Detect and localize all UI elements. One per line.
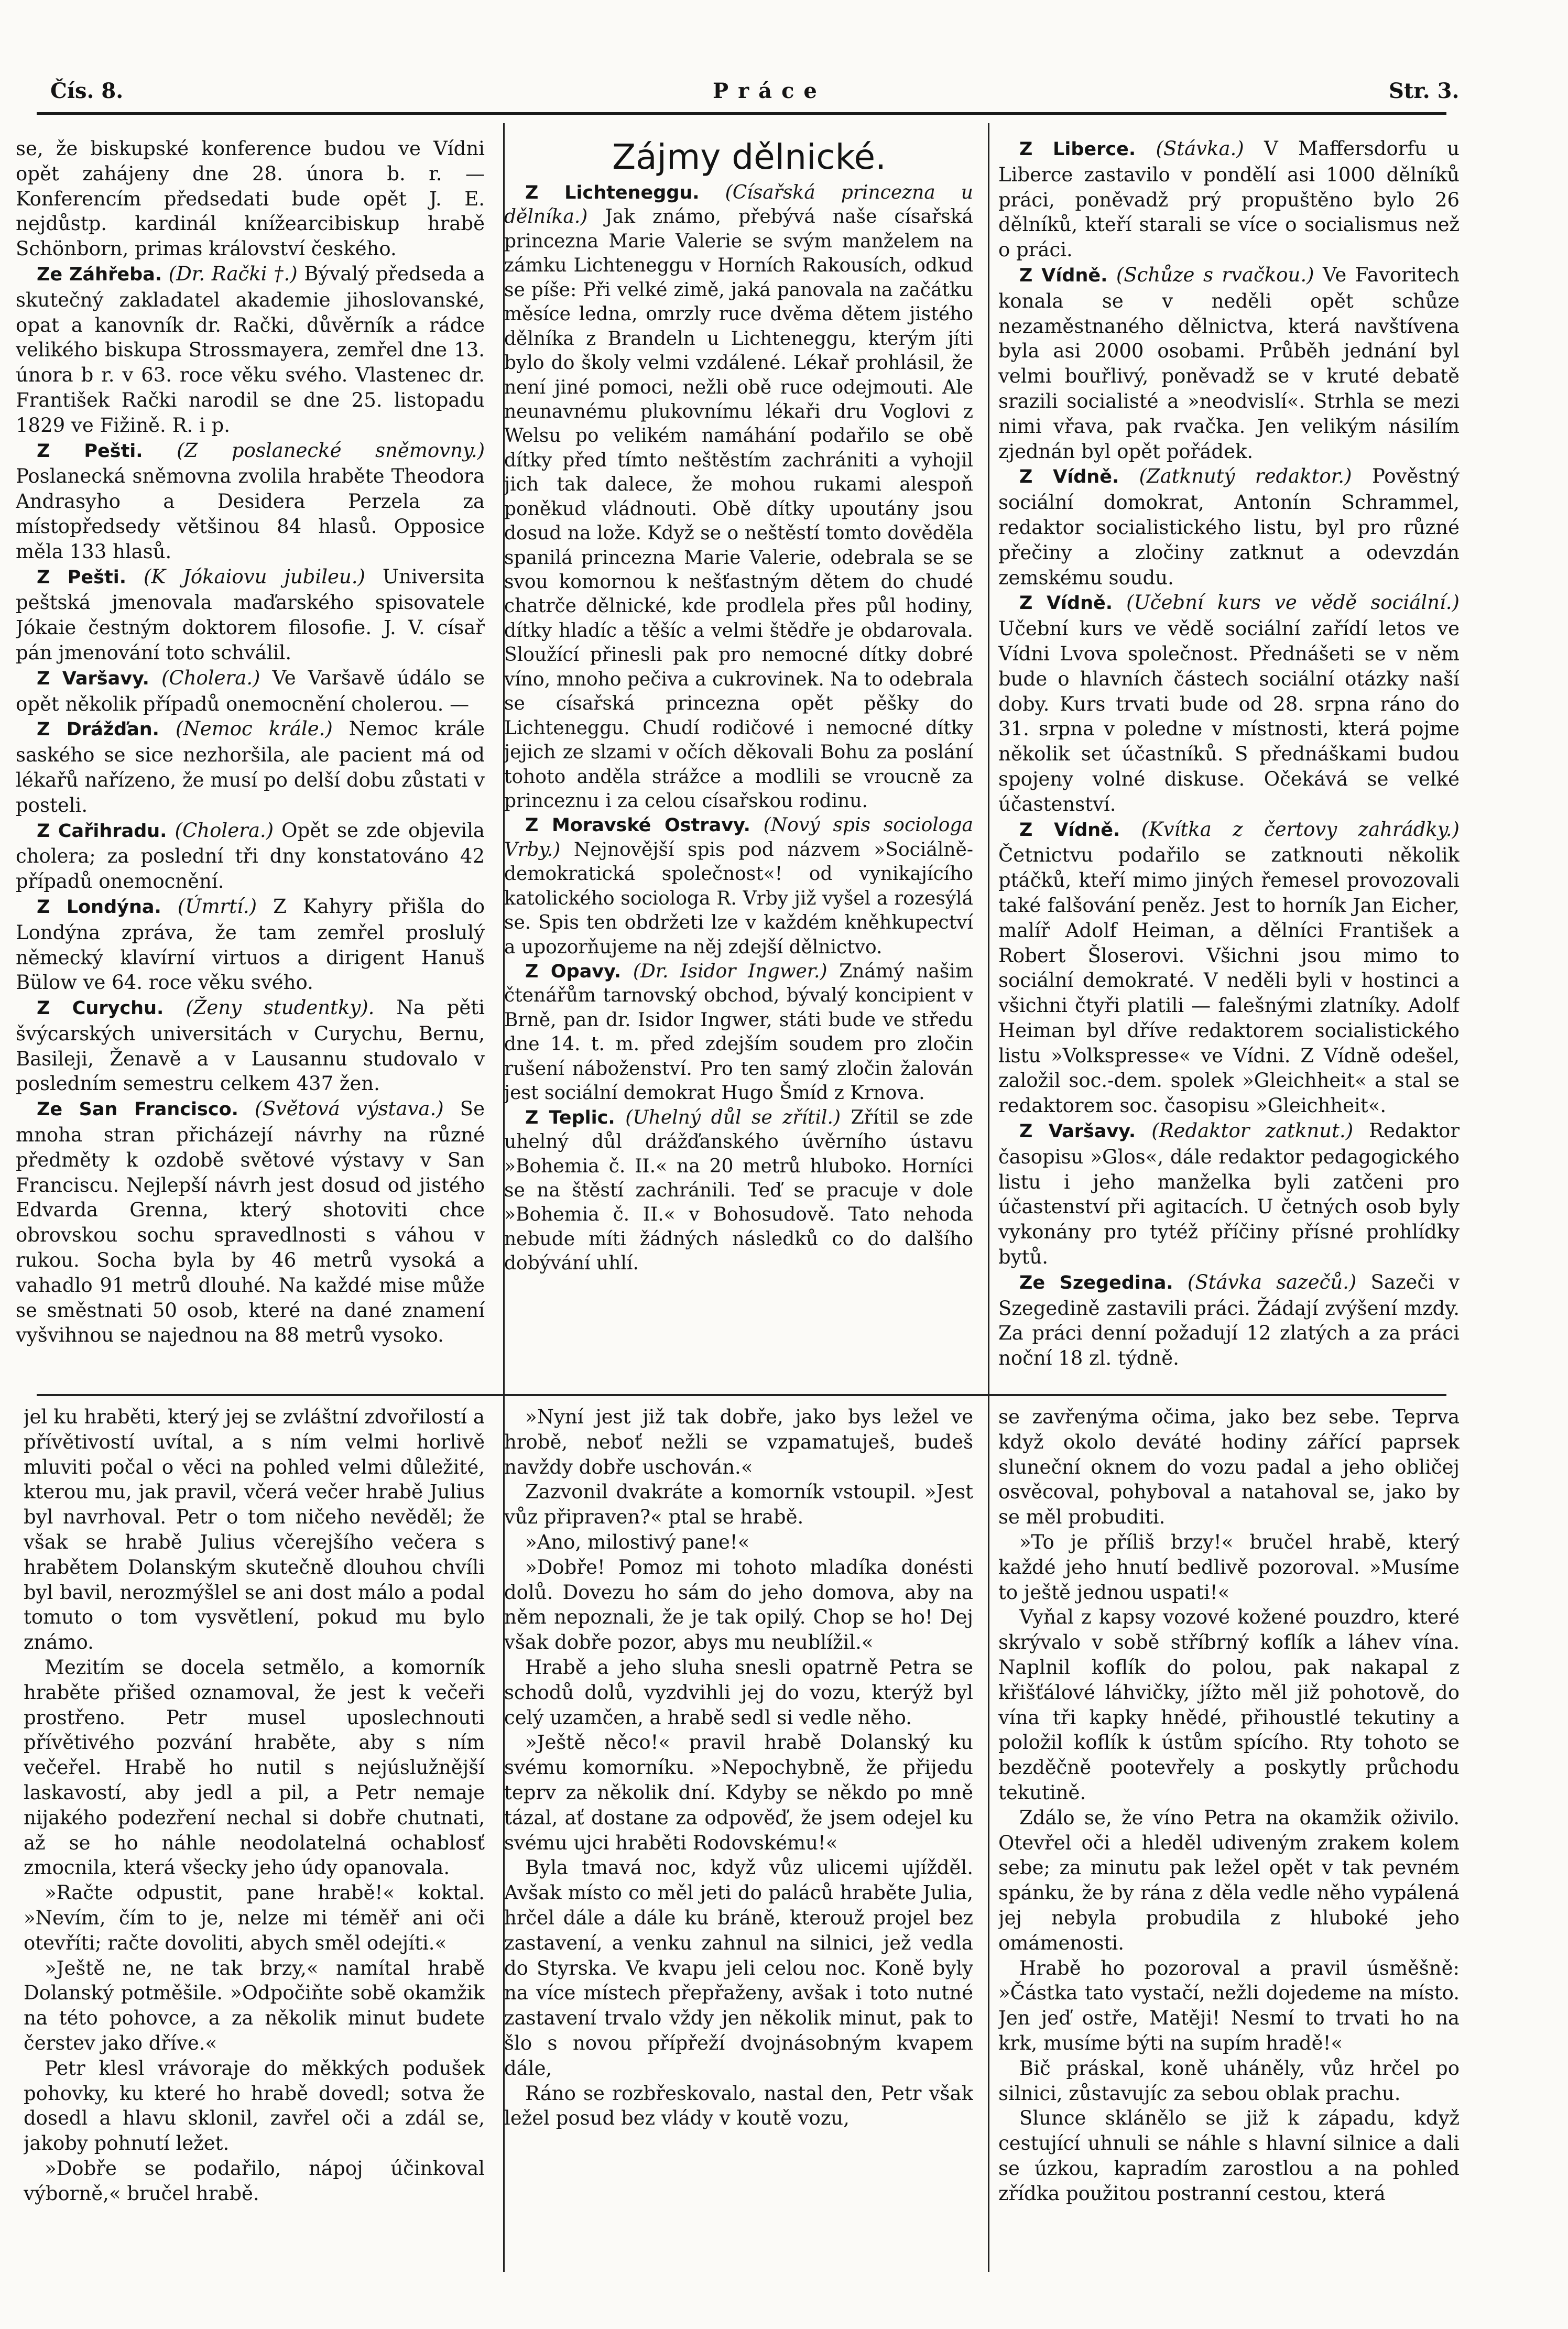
newspaper-title: Práce — [713, 79, 826, 103]
story-paragraph: Petr klesl vrávoraje do měkkých podušek pohovky, ku které ho hrabě dovedl; sotva že dosedl a hlavu sklonil, zavřel oči a zdál se, jakoby pohnutí ležet. — [24, 2056, 485, 2155]
news-item — [998, 263, 1460, 464]
news-text: se, že biskupské konference budou ve Vídni opět zahájeny dne 28. února b. r. — Konferencím předsedati bude opět J. E. nejdůstp. kardinál knížearcibiskup hrabě Schönborn, primas království českého. — [16, 137, 485, 260]
news-subject: (Úmrtí.) — [177, 895, 257, 918]
news-dateline: Z Londýna. — [37, 896, 161, 918]
news-text: Pověstný sociální domokrat, Antonín Schrammel, redaktor socialistického listu, byl pro různé přečiny a zločiny zatknut a odevzdán zemskému soudu. — [998, 465, 1460, 589]
news-item — [504, 1106, 973, 1276]
story-paragraph: Vyňal z kapsy vozové kožené pouzdro, které skrývalo v sobě stříbrný koflík a láhev vína. Naplnil koflík do polou, pak nakapal z křišťálové láhvičky, jížto měl již pohotově, do vína tři kapky hnědé, přihoustlé tekutiny a položil koflík k ústům spícího. Rty tohoto se bezděčně pootevřely a poskytly průchodu tekutině. — [998, 1606, 1460, 1804]
news-item — [998, 1118, 1460, 1270]
news-dateline: Z Cařihradu. — [37, 820, 167, 842]
news-item — [998, 136, 1460, 263]
news-subject: (Redaktor zatknut.) — [1151, 1119, 1354, 1142]
news-subject: (K Jókaiovu jubileu.) — [143, 565, 365, 588]
news-dateline: Z Liberce. — [1019, 139, 1136, 160]
story-paragraph: »Ano, milostivý pane!« — [525, 1530, 750, 1553]
news-item — [998, 590, 1460, 817]
news-item — [16, 438, 485, 564]
news-dateline: Z Vídně. — [1019, 593, 1113, 614]
news-subject: (Stávka sazečů.) — [1187, 1270, 1357, 1293]
feuilleton-column-middle — [504, 1405, 973, 2316]
feuilleton-column-left — [24, 1405, 485, 2316]
news-text: Nejnovější spis pod názvem »Sociálně-demokratická společnost«! od vynikajícího katolického sociologa R. Vrby již vyšel a rozesýlá se. Spis ten obdržeti lze v každém kněhkupectví a upozorňujeme na něj zdejší dělnictvo. — [504, 839, 973, 958]
news-subject: (Dr. Isidor Ingwer.) — [633, 961, 827, 982]
story-paragraph: »Dobře! Pomoz mi tohoto mladíka donésti dolů. Dovezu ho sám do jeho domova, aby na něm nepoznali, že je tak opilý. Chop se ho! Dej však dobře pozor, abys mu neublížil.« — [504, 1555, 973, 1654]
news-text: Zřítil se zde uhelný důl drážďanského úvěrního ústavu »Bohemia č. II.« na 20 metrů hluboko. Horníci se na štěstí zachránili. Teď se pracuje v dole »Bohemia č. II.« v Bohosudově. Tato nehoda nebude míti žádných následků co do dalšího dobývání uhlí. — [504, 1106, 973, 1275]
news-column-right — [998, 136, 1460, 1386]
news-text: Na pěti švýcarských universitách v Curychu, Bernu, Basileji, Ženavě a v Lausannu studovalo v posledním semestru celkem 437 žen. — [16, 996, 485, 1095]
news-item — [998, 1270, 1460, 1371]
news-subject: (Kvítka z čertovy zahrádky.) — [1141, 818, 1460, 841]
news-text: Známý našim čtenářům tarnovský obchod, bývalý koncipient v Brně, pan dr. Isidor Ingwer, státi bude ve středu dne 14. t. m. před zdejším soudem pro zločin rušení náboženství. Pro ten samý zločin žalován jest sociální demokrat Hugo Šmíd z Krnova. — [504, 961, 973, 1104]
story-paragraph: Zazvonil dvakráte a komorník vstoupil. »Jest vůz připraven?« ptal se hrabě. — [504, 1481, 973, 1529]
story-paragraph: jel ku hraběti, který jej se zvláštní zdvořilostí a přívětivostí uvítal, a s ním velmi horlivě mluviti počal o věci na pohled velmi důležité, kterou mu, jak pravil, včerá večer hrabě Julius byl navrhoval. Petr o tom ničeho nevěděl; že však se hrabě Julius včerejšího večera s hrabětem Dolanským skutečně dlouhou chvíli byl bavil, nerozmýšlel se ani dost málo a podal tomuto o tom vysvětlení, pokud mu bylo známo. — [24, 1406, 485, 1654]
news-dateline: Z Varšavy. — [1019, 1121, 1136, 1142]
story-paragraph: »Račte odpustit, pane hrabě!« koktal. »Nevím, čím to je, nelze mi téměř ani oči otevříti; račte dovoliti, abych směl odejíti.« — [24, 1881, 485, 1954]
news-subject: (Ženy studentky). — [186, 996, 375, 1019]
news-dateline: Z Teplic. — [525, 1107, 615, 1128]
news-dateline: Z Pešti. — [37, 440, 143, 462]
news-dateline: Ze Záhřeba. — [37, 264, 162, 285]
story-paragraph: Ráno se rozbřeskovalo, nastal den, Petr však ležel posud bez vlády v koutě vozu, — [504, 2082, 973, 2130]
story-paragraph: Mezitím se docela setmělo, a komorník hraběte přišed oznamoval, že jest k večeři prostřeno. Petr musel uposlechnouti přívětivého pozvání hraběte, aby s ním večeřel. Hrabě ho nutil s nejúslužnější laskavostí, aby jedl a pil, a Petr nemaje nijakého podezření nechal si dobře chutnati, až se ho náhle neodolatelná ochablosť zmocnila, která všecky jeho údy opanovala. — [24, 1656, 485, 1879]
story-paragraph: Hrabě ho pozoroval a pravil úsměšně: »Částka tato vystačí, nežli dojedeme na místo. Jen jeď ostře, Matěji! Nesmí to trvati ho na krk, musíme býti na supím hradě!« — [998, 1956, 1460, 2054]
story-paragraph: Bič práskal, koně uháněly, vůz hrčel po silnici, zůstavujíc za sebou oblak prachu. — [998, 2056, 1460, 2105]
news-dateline: Ze Szegedina. — [1019, 1272, 1173, 1293]
story-paragraph: Byla tmavá noc, když vůz ulicemi ujížděl. Avšak místo co měl jeti do paláců hraběte Julia, hrčel dále a dále ku bráně, kterouž projel bez zastavení, a venku zahnul na silnici, jež vedla do Styrska. Ve kvapu jeli celou noc. Koně byly na více místech přepřaženy, avšak i toto nutné zastavení trvalo vždy jen několik minut, pak to šlo s novou přípřeží dvojnásobným kvapem dále, — [504, 1856, 973, 2080]
issue-number: Čís. 8. — [50, 79, 124, 103]
news-text: Ve Favoritech konala se v neděli opět schůze nezaměstnaného dělnictva, která navštívena byla asi 2000 osobami. Průběh jednání byl velmi bouřlivý, poněvadž se v kruté debatě srazili socialisté a »neodvislí«. Strhla se mezi nimi vřava, pak rvačka. Jen velikým násilím zjednán byl opět pořádek. — [998, 263, 1460, 463]
news-text: Z Kahyry přišla do Londýna zpráva, že tam zemřel proslulý německý klavírní virtuos a dirigent Hanuš Bülow ve 64. roce věku svého. — [16, 895, 485, 994]
news-item — [504, 960, 973, 1106]
news-subject: (Schůze s rvačkou.) — [1116, 263, 1314, 286]
news-dateline: Z Vídně. — [1019, 466, 1119, 488]
story-paragraph: »To je příliš brzy!« bručel hrabě, který každé jeho hnutí bedlivě pozoroval. »Musíme to ještě jednou uspati!« — [998, 1530, 1460, 1604]
story-paragraph: Slunce sklánělo se již k západu, když cestující uhnuli se náhle s hlavní silnice a dali se úzkou, kapradím zarostlou a na pohled zřídka použitou postranní cestou, která — [998, 2107, 1460, 2205]
news-text: Opět se zde objevila cholera; za poslední tři dny konstatováno 42 případů onemocnění. — [16, 819, 485, 893]
news-subject: (Učební kurs ve vědě sociální.) — [1126, 591, 1460, 614]
news-item — [16, 894, 485, 995]
news-item — [16, 818, 485, 894]
story-paragraph: »Ještě něco!« pravil hrabě Dolanský ku svému komorníku. »Nepochybně, že přijedu teprv za několik dní. Kdyby se někdo po mně tázal, ať dostane za odpověď, že jsem odejel ku svému ujci hraběti Rodovskému!« — [504, 1731, 973, 1854]
news-subject: (Z poslanecké sněmovny.) — [177, 439, 485, 462]
news-item — [504, 813, 973, 960]
news-text: Redaktor časopisu »Glos«, dále redaktor pedagogického listu i jeho manželka byli zatčeni pro účastenství při agitacích. U četných osob byly vykonány pro tytéž příčiny přísné prohlídky bytů. — [998, 1119, 1460, 1269]
header-rule — [37, 112, 1446, 115]
news-subject: (Nový spis sociologa Vrby.) — [504, 814, 973, 861]
news-subject: (Světová výstava.) — [255, 1097, 444, 1120]
news-item — [16, 136, 485, 262]
news-subject: (Nemoc krále.) — [175, 717, 333, 741]
news-item — [504, 181, 973, 813]
news-dateline: Z Opavy. — [525, 961, 622, 982]
feuilleton-rule — [37, 1394, 1446, 1396]
news-subject: (Cholera.) — [175, 819, 274, 842]
news-text: V Maffersdorfu u Liberce zastavilo v pondělí asi 1000 dělníků práci, poněvadž prý propuštěno bylo 26 dělníků, kteří starali se více o socialismus než o práci. — [998, 137, 1460, 262]
news-item — [16, 262, 485, 438]
news-item — [998, 464, 1460, 590]
news-text: Sazeči v Szegedině zastavili práci. Žádají zvýšení mzdy. Za práci denní požadují 12 zlatých a za práci noční 18 zl. týdně. — [998, 1270, 1460, 1370]
news-dateline: Z Varšavy. — [37, 668, 149, 689]
news-text: Ve Varšavě údálo se opět několik případů onemocnění cholerou. — — [16, 666, 485, 715]
news-text: Četnictvu podařilo se zatknouti několik ptáčků, kteří mimo jiných řemesel provozovali také falšování peněz. Jest to horník Jan Eicher, malíř Adolf Heiman, a dělníci František a Robert Šloserovi. Všichni jsou mimo to sociální demokraté. V neděli byli v hostinci a všichni čtyři platili — falešnými zlatníky. Adolf Heiman byl dříve redaktorem socialistického listu »Volkspresse« ve Vídni. Z Vídně odešel, založil soc.-dem. spolek »Gleichheit« a stal se redaktorem soc. časopisu »Gleichheit«. — [998, 844, 1460, 1117]
news-dateline: Z Curychu. — [37, 998, 164, 1019]
page-number: Str. 3. — [1389, 79, 1460, 103]
news-column-middle — [504, 134, 973, 1386]
news-dateline: Z Lichteneggu. — [525, 182, 700, 203]
news-dateline: Z Moravské Ostravy. — [525, 815, 750, 836]
story-paragraph: »Ještě ne, ne tak brzy,« namítal hrabě Dolanský potměšile. »Odpočiňte sobě okamžik na této pohovce, a za několik minut budete čerstev jako dříve.« — [24, 1956, 485, 2054]
news-dateline: Z Pešti. — [37, 567, 127, 588]
news-subject: (Zatknutý redaktor.) — [1139, 465, 1352, 488]
news-item — [16, 1096, 485, 1348]
news-subject: (Císařská princezna u dělníka.) — [504, 182, 973, 228]
column-divider-right — [988, 123, 989, 2272]
section-title: Zájmy dělnické. — [612, 137, 887, 177]
story-paragraph: se zavřenýma očima, jako bez sebe. Teprva když okolo deváté hodiny zářící paprsek sluneční oknem do vozu padal a jeho obličej osvěcoval, pohyboval a natahoval se, jako by se měl probuditi. — [998, 1406, 1460, 1529]
news-item — [16, 564, 485, 666]
news-item — [16, 995, 485, 1096]
news-item — [998, 817, 1460, 1119]
news-item — [16, 716, 485, 818]
news-text: Jak známo, přebývá naše císařská princezna Marie Valerie se svým manželem na zámku Lichteneggu v Horních Rakousích, odkud se píše: Při velké zimě, jaká panovala na začátku měsíce ledna, omrzly ruce dvěma dětem jistého dělníka z Brandeln u Lichteneggu, kterým jíti bylo do školy velmi vzdálené. Lékař prohlásil, že není jiné pomoci, nežli obě ruce odejmouti. Ale neunavnému plukovnímu lékaři dru Voglovi z Welsu po velikém namáhání podařilo se obě dítky před tímto neštěstím zachrániti a vyhojil jich tak dalece, že mohou rukami alespoň poněkud vládnouti. Obě dítky upoutány jsou dosud na lože. Když se o neštěstí tomto dověděla spanilá princezna Marie Valerie, odebrala se se svou komornou k nešťastným dětem do chudé chatrče dělnické, kde prodlela přes půl hodiny, dítky hladíc a těšíc a velmi štědře je obdarovala. Sloužící přinesli pak pro nemocné dítky dobré víno, mnoho pečiva a cukrovinek. Na to odebrala se císařská princezna opět pěšky do Lichteneggu. Chudí rodičové i nemocné dítky jejich ze slzami v očích děkovali Bohu za poslání tohoto anděla strážce a modlili se vroucně za princeznu i za celou císařskou rodinu. — [504, 206, 973, 812]
news-dateline: Z Drážďan. — [37, 719, 159, 741]
story-paragraph: »Dobře se podařilo, nápoj účinkoval výborně,« bručel hrabě. — [24, 2157, 485, 2205]
news-text: Nemoc krále saského se sice nezhoršila, ale pacient má od lékařů nařízeno, že musí po delší dobu zůstati v posteli. — [16, 717, 485, 817]
story-paragraph: Hrabě a jeho sluha snesli opatrně Petra se schodů dolů, vyzdvihli jej do vozu, kterýž byl celý uzamčen, a hrabě sedl si vedle něho. — [504, 1656, 973, 1729]
news-subject: (Dr. Rački †.) — [168, 262, 298, 285]
news-text: Universita peštská jmenovala maďarského spisovatele Jókaie čestným doktorem filosofie. J. V. císař pán jmenování toto schválil. — [16, 565, 485, 664]
news-item — [16, 666, 485, 717]
news-dateline: Z Vídně. — [1019, 265, 1108, 286]
news-subject: (Cholera.) — [161, 666, 260, 689]
news-dateline: Ze San Francisco. — [37, 1099, 238, 1120]
news-text: Poslanecká sněmovna zvolila hraběte Theodora Andrasyho a Desidera Perzela za místopředsedy většinou 84 hlasů. Opposice měla 133 hlasů. — [16, 465, 485, 563]
news-text: Se mnoha stran přicházejí návrhy na různé předměty k ozdobě světové výstavy v San Franciscu. Nejlepší návrh jest dosud od jistého Edvarda Grenna, který shotoviti chce obrovskou sochu spravedlnosti s váhou v rukou. Socha byla by 46 metrů vysoká a vahadlo 91 metrů dlouhé. Na každé mise může se směstnati 50 osob, které na dané znamení vyšvihnou se najednou na 88 metrů vysoko. — [16, 1097, 485, 1347]
news-text: Bývalý předseda a skutečný zakladatel akademie jihoslovanské, opat a kanovník dr. Rački, důvěrník a rádce velikého biskupa Strossmayera, zemřel dne 13. února b r. v 63. roce věku svého. Vlastenec dr. František Rački narodil se dne 25. listopadu 1829 ve Fižině. R. i p. — [16, 262, 485, 437]
news-subject: (Stávka.) — [1156, 137, 1244, 160]
news-subject: (Uhelný důl se zřítil.) — [625, 1106, 841, 1128]
feuilleton-column-right — [998, 1405, 1460, 2316]
news-column-left — [16, 136, 485, 1386]
news-text: Učební kurs ve vědě sociální zařídí letos ve Vídni Lvova společnost. Přednášeti se v něm bude o hlavních částech sociální otázky naší doby. Kurs trvati bude od 28. srpna ráno do 31. srpna v poledne v místnosti, která pojme několik set účastníků. S přednáškami budou spojeny volné diskuse. Očekává se velké účastenství. — [998, 617, 1460, 815]
news-dateline: Z Vídně. — [1019, 819, 1120, 841]
story-paragraph: Zdálo se, že víno Petra na okamžik oživilo. Otevřel oči a hleděl udiveným zrakem kolem sebe; za minutu pak ležel opět v tak pevném spánku, že by rána z děla vedle něho vypálená jej nebyla probudila z hluboké jeho omámenosti. — [998, 1806, 1460, 1954]
story-paragraph: »Nyní jest již tak dobře, jako bys ležel ve hrobě, neboť nežli se vzpamatuješ, budeš navždy dobře uschován.« — [504, 1406, 973, 1478]
